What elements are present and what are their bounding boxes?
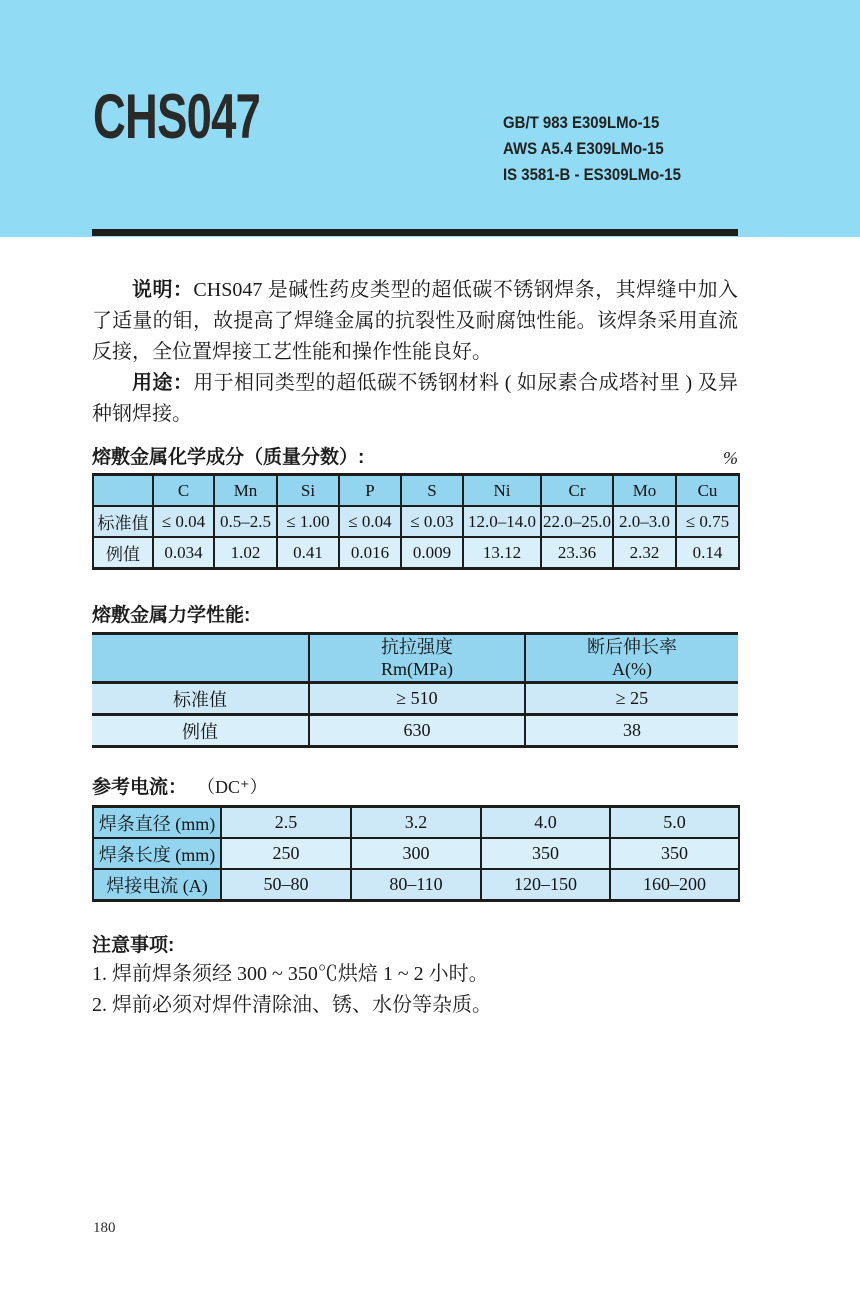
table-cell: 12.0–14.0	[463, 506, 541, 537]
usage-paragraph	[92, 368, 738, 430]
table-cell: 5.0	[610, 807, 739, 839]
section-title: 熔敷金属化学成分（质量分数）:	[92, 447, 365, 468]
table-cell: 350	[481, 838, 610, 869]
table-row	[93, 537, 739, 569]
chemical-title-row	[92, 442, 738, 469]
table-cell: 0.41	[277, 537, 339, 569]
mechanical-properties-section	[92, 600, 738, 748]
reference-current-table	[92, 805, 740, 902]
table-cell: 0.016	[339, 537, 401, 569]
table-row	[93, 838, 739, 869]
table-cell: 13.12	[463, 537, 541, 569]
header-banner	[0, 0, 860, 237]
header-line: 抗拉强度	[381, 637, 453, 657]
table-cell: 2.0–3.0	[613, 506, 676, 537]
dc-polarity-note: （DC⁺）	[197, 777, 268, 797]
mechanical-properties-table	[92, 632, 738, 748]
table-cell: 3.2	[351, 807, 481, 839]
unit-label: %	[723, 448, 738, 468]
table-cell: ≥ 25	[525, 683, 738, 715]
page-number: 180	[93, 1220, 116, 1236]
table-row	[93, 869, 739, 901]
row-label: 例值	[92, 715, 309, 747]
column-header: Ni	[463, 475, 541, 507]
column-header	[92, 634, 309, 683]
row-label: 标准值	[92, 683, 309, 715]
page-content	[0, 275, 860, 1021]
description-text: CHS047 是碱性药皮类型的超低碳不锈钢焊条，其焊缝中加入了适量的钼，故提高了焊缝金属的抗裂性及耐腐蚀性能。该焊条采用直流反接，全位置焊接工艺性能和操作性能良好。	[92, 279, 739, 363]
column-header: P	[339, 475, 401, 507]
column-header: C	[153, 475, 214, 507]
row-label: 标准值	[93, 506, 153, 537]
section-title: 参考电流：	[92, 777, 188, 798]
table-cell: 80–110	[351, 869, 481, 901]
table-cell: 4.0	[481, 807, 610, 839]
section-title: 熔敷金属力学性能:	[92, 605, 251, 626]
standard-line: GB/T 983 E309LMo-15	[503, 113, 660, 132]
table-cell: 0.14	[676, 537, 739, 569]
table-cell: 250	[221, 838, 351, 869]
table-row	[93, 506, 739, 537]
table-row	[93, 807, 739, 839]
table-cell: 38	[525, 715, 738, 747]
table-cell: ≤ 0.03	[401, 506, 463, 537]
table-cell: ≤ 0.75	[676, 506, 739, 537]
table-cell: 50–80	[221, 869, 351, 901]
notes-title: 注意事项:	[92, 935, 175, 956]
usage-label: 用途：	[132, 372, 194, 394]
header-line: 断后伸长率	[587, 637, 677, 657]
column-header: Cr	[541, 475, 613, 507]
table-cell: 22.0–25.0	[541, 506, 613, 537]
table-cell: 0.5–2.5	[214, 506, 277, 537]
header-rule	[92, 229, 738, 236]
column-header: Mo	[613, 475, 676, 507]
notes-section	[92, 930, 738, 1021]
column-header: Si	[277, 475, 339, 507]
row-label: 焊条直径 (mm)	[93, 807, 221, 839]
table-row	[92, 715, 738, 747]
row-label: 例值	[93, 537, 153, 569]
table-row	[92, 683, 738, 715]
reference-current-section	[92, 772, 738, 902]
table-cell: 160–200	[610, 869, 739, 901]
column-header	[93, 475, 153, 507]
table-cell: ≤ 0.04	[339, 506, 401, 537]
mechanical-title-row	[92, 600, 738, 627]
table-header-row	[93, 475, 739, 507]
table-cell: 120–150	[481, 869, 610, 901]
column-header	[525, 634, 738, 683]
chemical-composition-table	[92, 473, 740, 570]
table-cell: ≤ 1.00	[277, 506, 339, 537]
table-cell: 0.009	[401, 537, 463, 569]
note-item: 2. 焊前必须对焊件清除油、锈、水份等杂质。	[92, 994, 492, 1016]
column-header: S	[401, 475, 463, 507]
column-header: Cu	[676, 475, 739, 507]
row-label: 焊条长度 (mm)	[93, 838, 221, 869]
description-label: 说明：	[132, 279, 194, 301]
standard-line: AWS A5.4 E309LMo-15	[503, 139, 664, 158]
table-cell: 1.02	[214, 537, 277, 569]
table-cell: ≤ 0.04	[153, 506, 214, 537]
table-header-row	[92, 634, 738, 683]
table-cell: 23.36	[541, 537, 613, 569]
description-paragraph	[92, 275, 738, 368]
note-item: 1. 焊前焊条须经 300 ~ 350℃烘焙 1 ~ 2 小时。	[92, 963, 489, 985]
standards-list	[503, 110, 681, 188]
table-cell: 630	[309, 715, 525, 747]
table-cell: 300	[351, 838, 481, 869]
table-cell: ≥ 510	[309, 683, 525, 715]
current-title-row	[92, 772, 738, 799]
table-cell: 350	[610, 838, 739, 869]
chemical-composition-section	[92, 442, 738, 570]
row-label: 焊接电流 (A)	[93, 869, 221, 901]
header-line: Rm(MPa)	[381, 659, 453, 679]
table-cell: 0.034	[153, 537, 214, 569]
column-header: Mn	[214, 475, 277, 507]
table-cell: 2.5	[221, 807, 351, 839]
standard-line: IS 3581-B - ES309LMo-15	[503, 165, 681, 184]
header-line: A(%)	[612, 659, 652, 679]
usage-text: 用于相同类型的超低碳不锈钢材料 ( 如尿素合成塔衬里 ) 及异种钢焊接。	[92, 372, 738, 425]
intro-text	[92, 275, 738, 430]
product-code: CHS047	[93, 82, 261, 152]
column-header	[309, 634, 525, 683]
table-cell: 2.32	[613, 537, 676, 569]
